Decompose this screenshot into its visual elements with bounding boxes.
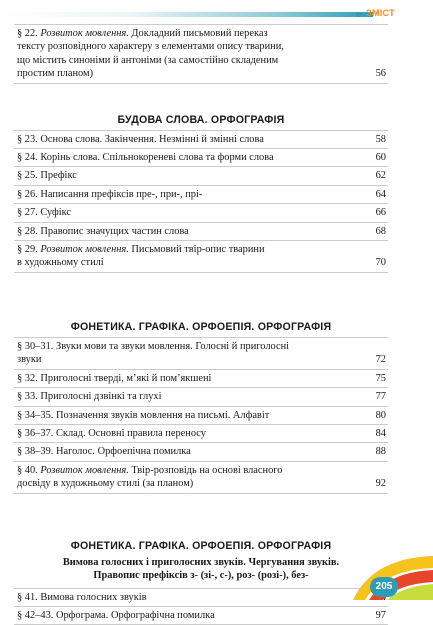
entry-title: Приголосні тверді, м’які й пом’якшені: [40, 372, 212, 384]
entry-page-number: 60: [375, 152, 386, 164]
entry-line: [17, 591, 360, 604]
entry-line: [17, 353, 360, 366]
toc-entries: [14, 24, 388, 84]
entry-title: Написання префіксів пре-, при-, прі-: [40, 188, 203, 200]
entry-italic-label: Розвиток мовлення.: [40, 464, 129, 476]
entry-title: Письмовий твір-опис тварини: [131, 244, 265, 256]
entry-number: § 22.: [17, 28, 38, 39]
toc-entries: [14, 588, 388, 625]
toc-entry[interactable]: [14, 443, 388, 461]
toc-section: [14, 536, 388, 625]
entry-page-number: 75: [375, 372, 386, 384]
entry-title: Наголос. Орфоепічна помилка: [55, 446, 191, 458]
section-heading: ФОНЕТИКА. ГРАФІКА. ОРФОЕПІЯ. ОРФОГРАФІЯ: [70, 539, 332, 552]
toc-entry[interactable]: [14, 25, 388, 84]
entry-line: [17, 67, 360, 80]
entry-page-number: 70: [375, 257, 386, 269]
toc-entries: [14, 130, 388, 273]
entry-title: в художньому стилі: [17, 257, 104, 269]
toc-entry[interactable]: [14, 370, 388, 388]
entry-title: Звуки мови та звуки мовлення. Голосні й приголосні: [55, 340, 290, 352]
entry-number: § 38–39.: [17, 446, 54, 458]
entry-page-number: 77: [375, 391, 386, 403]
entry-number: § 30–31.: [17, 340, 54, 352]
entry-line: [17, 133, 360, 146]
entry-title: Приголосні дзвінкі та глухі: [40, 391, 162, 403]
contents-link[interactable]: ЗМІСТ: [366, 8, 395, 18]
entry-line: [17, 464, 360, 477]
entry-page-number: 80: [375, 409, 386, 421]
entry-line: [17, 243, 360, 256]
subheading-line: Правопис префіксів з- (зі-, с-), роз- (розі-), без-: [93, 569, 309, 581]
entry-page-number: 97: [375, 609, 386, 621]
entry-title: Префікс: [40, 170, 77, 182]
bullet-icon: [356, 12, 361, 17]
entry-number: § 27.: [17, 207, 38, 219]
entry-line: [17, 445, 360, 458]
entry-page-number: 58: [375, 133, 386, 145]
entry-line: [17, 256, 360, 269]
toc-section: [14, 317, 388, 494]
entry-page-number: 72: [375, 354, 386, 366]
entry-line: [17, 27, 360, 40]
entry-title: Корінь слова. Спільнокореневі слова та форми слова: [40, 152, 274, 164]
toc-entry[interactable]: [14, 338, 388, 370]
entry-number: § 29.: [17, 244, 38, 256]
entry-number: § 23.: [17, 133, 38, 145]
entry-page-number: 88: [375, 446, 386, 458]
toc-entries: [14, 337, 388, 494]
toc-entry[interactable]: [14, 167, 388, 185]
entry-line: [17, 206, 360, 219]
entry-number: § 28.: [17, 225, 38, 237]
toc-entry[interactable]: [14, 407, 388, 425]
toc-entry[interactable]: [14, 223, 388, 241]
entry-page-number: 62: [375, 170, 386, 182]
entry-line: [17, 151, 360, 164]
entry-line: [17, 340, 360, 353]
entry-line: [17, 40, 360, 53]
entry-number: § 41.: [17, 591, 38, 603]
entry-page-number: 66: [375, 207, 386, 219]
entry-line: [17, 409, 360, 422]
entry-title: Позначення звуків мовлення на письмі. Алфавіт: [55, 409, 270, 421]
toc-entry[interactable]: [14, 589, 388, 607]
entry-title: Правопис значущих частин слова: [40, 225, 189, 237]
entry-page-number: 92: [375, 478, 386, 490]
toc-entry[interactable]: [14, 462, 388, 494]
entry-line: [17, 54, 360, 67]
header-accent-bar: [0, 12, 373, 17]
toc-entry[interactable]: [14, 241, 388, 273]
subheading-line: Вимова голосних і приголосних звуків. Чергування звуків.: [62, 556, 340, 568]
entry-number: § 36–37.: [17, 427, 54, 439]
toc-section: [14, 24, 388, 84]
entry-title: Основа слова. Закінчення. Незмінні й змінні слова: [40, 133, 264, 145]
entry-title: Твір-розповідь на основі власного: [131, 464, 283, 476]
entry-number: § 25.: [17, 170, 38, 182]
entry-italic-label: Розвиток мовлення.: [40, 28, 129, 39]
entry-number: § 34–35.: [17, 409, 54, 421]
entry-title: Вимова голосних звуків: [40, 591, 147, 603]
entry-title: що містить синоніми й антоніми (за самостійно складеним: [17, 54, 279, 66]
toc-entry[interactable]: [14, 149, 388, 167]
entry-page-number: 84: [375, 427, 386, 439]
entry-line: [17, 188, 360, 201]
entry-number: § 33.: [17, 391, 38, 403]
entry-line: [17, 169, 360, 182]
entry-page-number: 68: [375, 225, 386, 237]
section-heading: БУДОВА СЛОВА. ОРФОГРАФІЯ: [117, 113, 285, 126]
toc-entry[interactable]: [14, 204, 388, 222]
toc-entry[interactable]: [14, 607, 388, 625]
toc-entry[interactable]: [14, 131, 388, 149]
entry-italic-label: Розвиток мовлення.: [40, 244, 129, 256]
entry-title: Склад. Основні правила переносу: [55, 427, 206, 439]
entry-line: [17, 225, 360, 238]
toc-entry[interactable]: [14, 186, 388, 204]
section-heading: ФОНЕТИКА. ГРАФІКА. ОРФОЕПІЯ. ОРФОГРАФІЯ: [70, 320, 332, 333]
entry-line: [17, 477, 360, 490]
entry-title: досвіду в художньому стилі (за планом): [17, 478, 194, 490]
entry-title: звуки: [17, 354, 42, 366]
entry-number: § 40.: [17, 464, 38, 476]
toc-entry[interactable]: [14, 425, 388, 443]
entry-line: [17, 372, 360, 385]
toc-entry[interactable]: [14, 388, 388, 406]
toc-section: [14, 110, 388, 273]
section-subheading: [14, 556, 388, 588]
page-number: 205: [370, 577, 398, 597]
entry-line: [17, 427, 360, 440]
entry-title: Докладний письмовий переказ: [131, 28, 268, 39]
entry-title: Орфограма. Орфографічна помилка: [55, 609, 215, 621]
entry-number: § 32.: [17, 372, 38, 384]
entry-page-number: 56: [375, 68, 386, 80]
table-of-contents: [14, 24, 388, 625]
entry-line: [17, 609, 360, 622]
entry-title: Суфікс: [40, 207, 72, 219]
entry-title: простим планом): [17, 68, 94, 80]
entry-page-number: 64: [375, 188, 386, 200]
entry-line: [17, 390, 360, 403]
entry-number: § 24.: [17, 152, 38, 164]
entry-number: § 42–43.: [17, 609, 54, 621]
entry-number: § 26.: [17, 188, 38, 200]
entry-title: тексту розповідного характеру з елементами опису тварини,: [17, 41, 284, 53]
